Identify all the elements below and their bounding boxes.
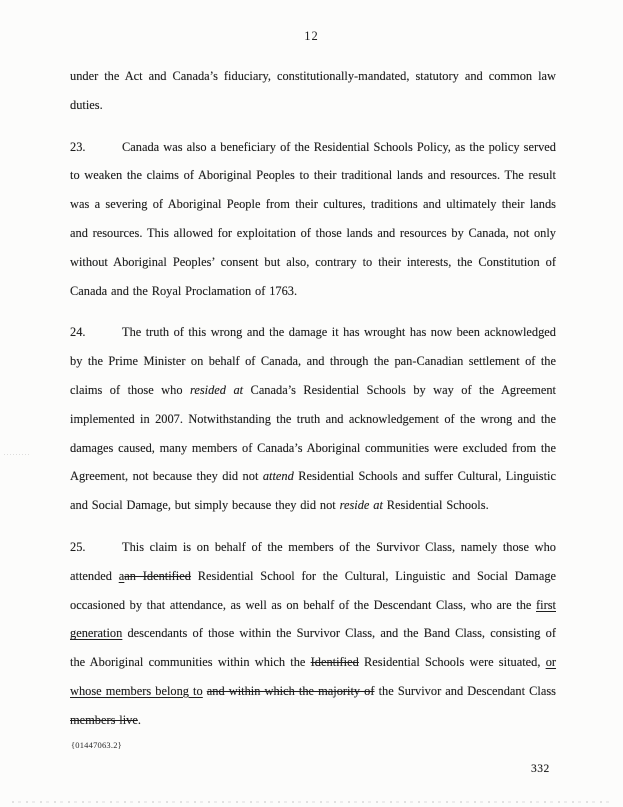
paragraph-continuation [70, 62, 556, 120]
text-run: Residential Schools. [382, 498, 489, 513]
text-run: Residential Schools and suffer Cultural, Linguistic and Social Damage, but simply because they did not [70, 469, 556, 513]
page-number-bottom: 332 [531, 763, 550, 775]
paragraph-number: 23. [70, 139, 86, 154]
text-run: resided at [189, 382, 244, 397]
text-run: a [118, 568, 125, 583]
scan-artifact [12, 801, 611, 803]
text-run: Residential Schools were situated, [358, 655, 546, 670]
text-run: descendants of those within the Survivor Class, and the Band Class, consisting of the Aboriginal communities within which the [70, 626, 556, 670]
text-run: This claim is on behalf of the members of the Survivor Class, namely those who attended [70, 539, 556, 583]
text-run: an Identified [124, 568, 191, 583]
text-run: . [137, 712, 141, 727]
text-run: members live [70, 712, 138, 727]
paragraph-text [70, 540, 556, 727]
text-run: Identified [310, 655, 359, 670]
paragraph-24 [70, 318, 556, 520]
page-number-top: 12 [304, 29, 319, 43]
text-run: under the Act and Canada’s fiduciary, constitutionally-mandated, statutory and common law duties. [70, 69, 556, 112]
document-id-stamp: {01447063.2} [71, 740, 122, 750]
text-run: Residential School for the Cultural, Linguistic and Social Damage occasioned by that attendance, as well as on behalf of the Descendant Class, who are the [70, 568, 557, 612]
text-run: first generation [70, 597, 556, 641]
text-run: the Survivor and Descendant Class [374, 683, 556, 698]
text-run: Canada was also a beneficiary of the Residential Schools Policy, as the policy served to weaken the claims of Aboriginal Peoples to their traditional lands and resources. The result was a severing of Aboriginal People from their cultures, traditions and ultimately their lands and resources. This allowed for exploitation of those lands and resources by Canada, not only without Aboriginal Peoples’ consent but also, contrary to their interests, the Constitution of Canada and the Royal Proclamation of 1763. [70, 139, 556, 298]
paragraph-25 [70, 533, 556, 735]
paragraph-text [70, 325, 556, 512]
paragraph-number: 24. [70, 325, 86, 340]
paragraph-number: 25. [70, 539, 86, 554]
document-body [70, 62, 556, 748]
text-run: reside at [339, 498, 383, 513]
text-run: Canada’s Residential Schools by way of the Agreement implemented in 2007. Notwithstanding the truth and acknowledgement of the wrong and the damages caused, many members of Canada’s Aboriginal communities were excluded from the Agreement, not because they did not [70, 382, 556, 484]
paragraph-23 [70, 133, 556, 306]
text-run: attend [262, 469, 294, 484]
scan-artifact [4, 454, 30, 455]
text-run: or whose members belong to [70, 655, 557, 698]
text-run: The truth of this wrong and the damage it has wrought has now been acknowledged by the Prime Minister on behalf of Canada, and through the pan-Canadian settlement of the claims of those who [70, 325, 556, 397]
text-run: and within which the majority of [206, 683, 375, 698]
paragraph-text [70, 69, 556, 112]
paragraph-text [70, 140, 556, 298]
